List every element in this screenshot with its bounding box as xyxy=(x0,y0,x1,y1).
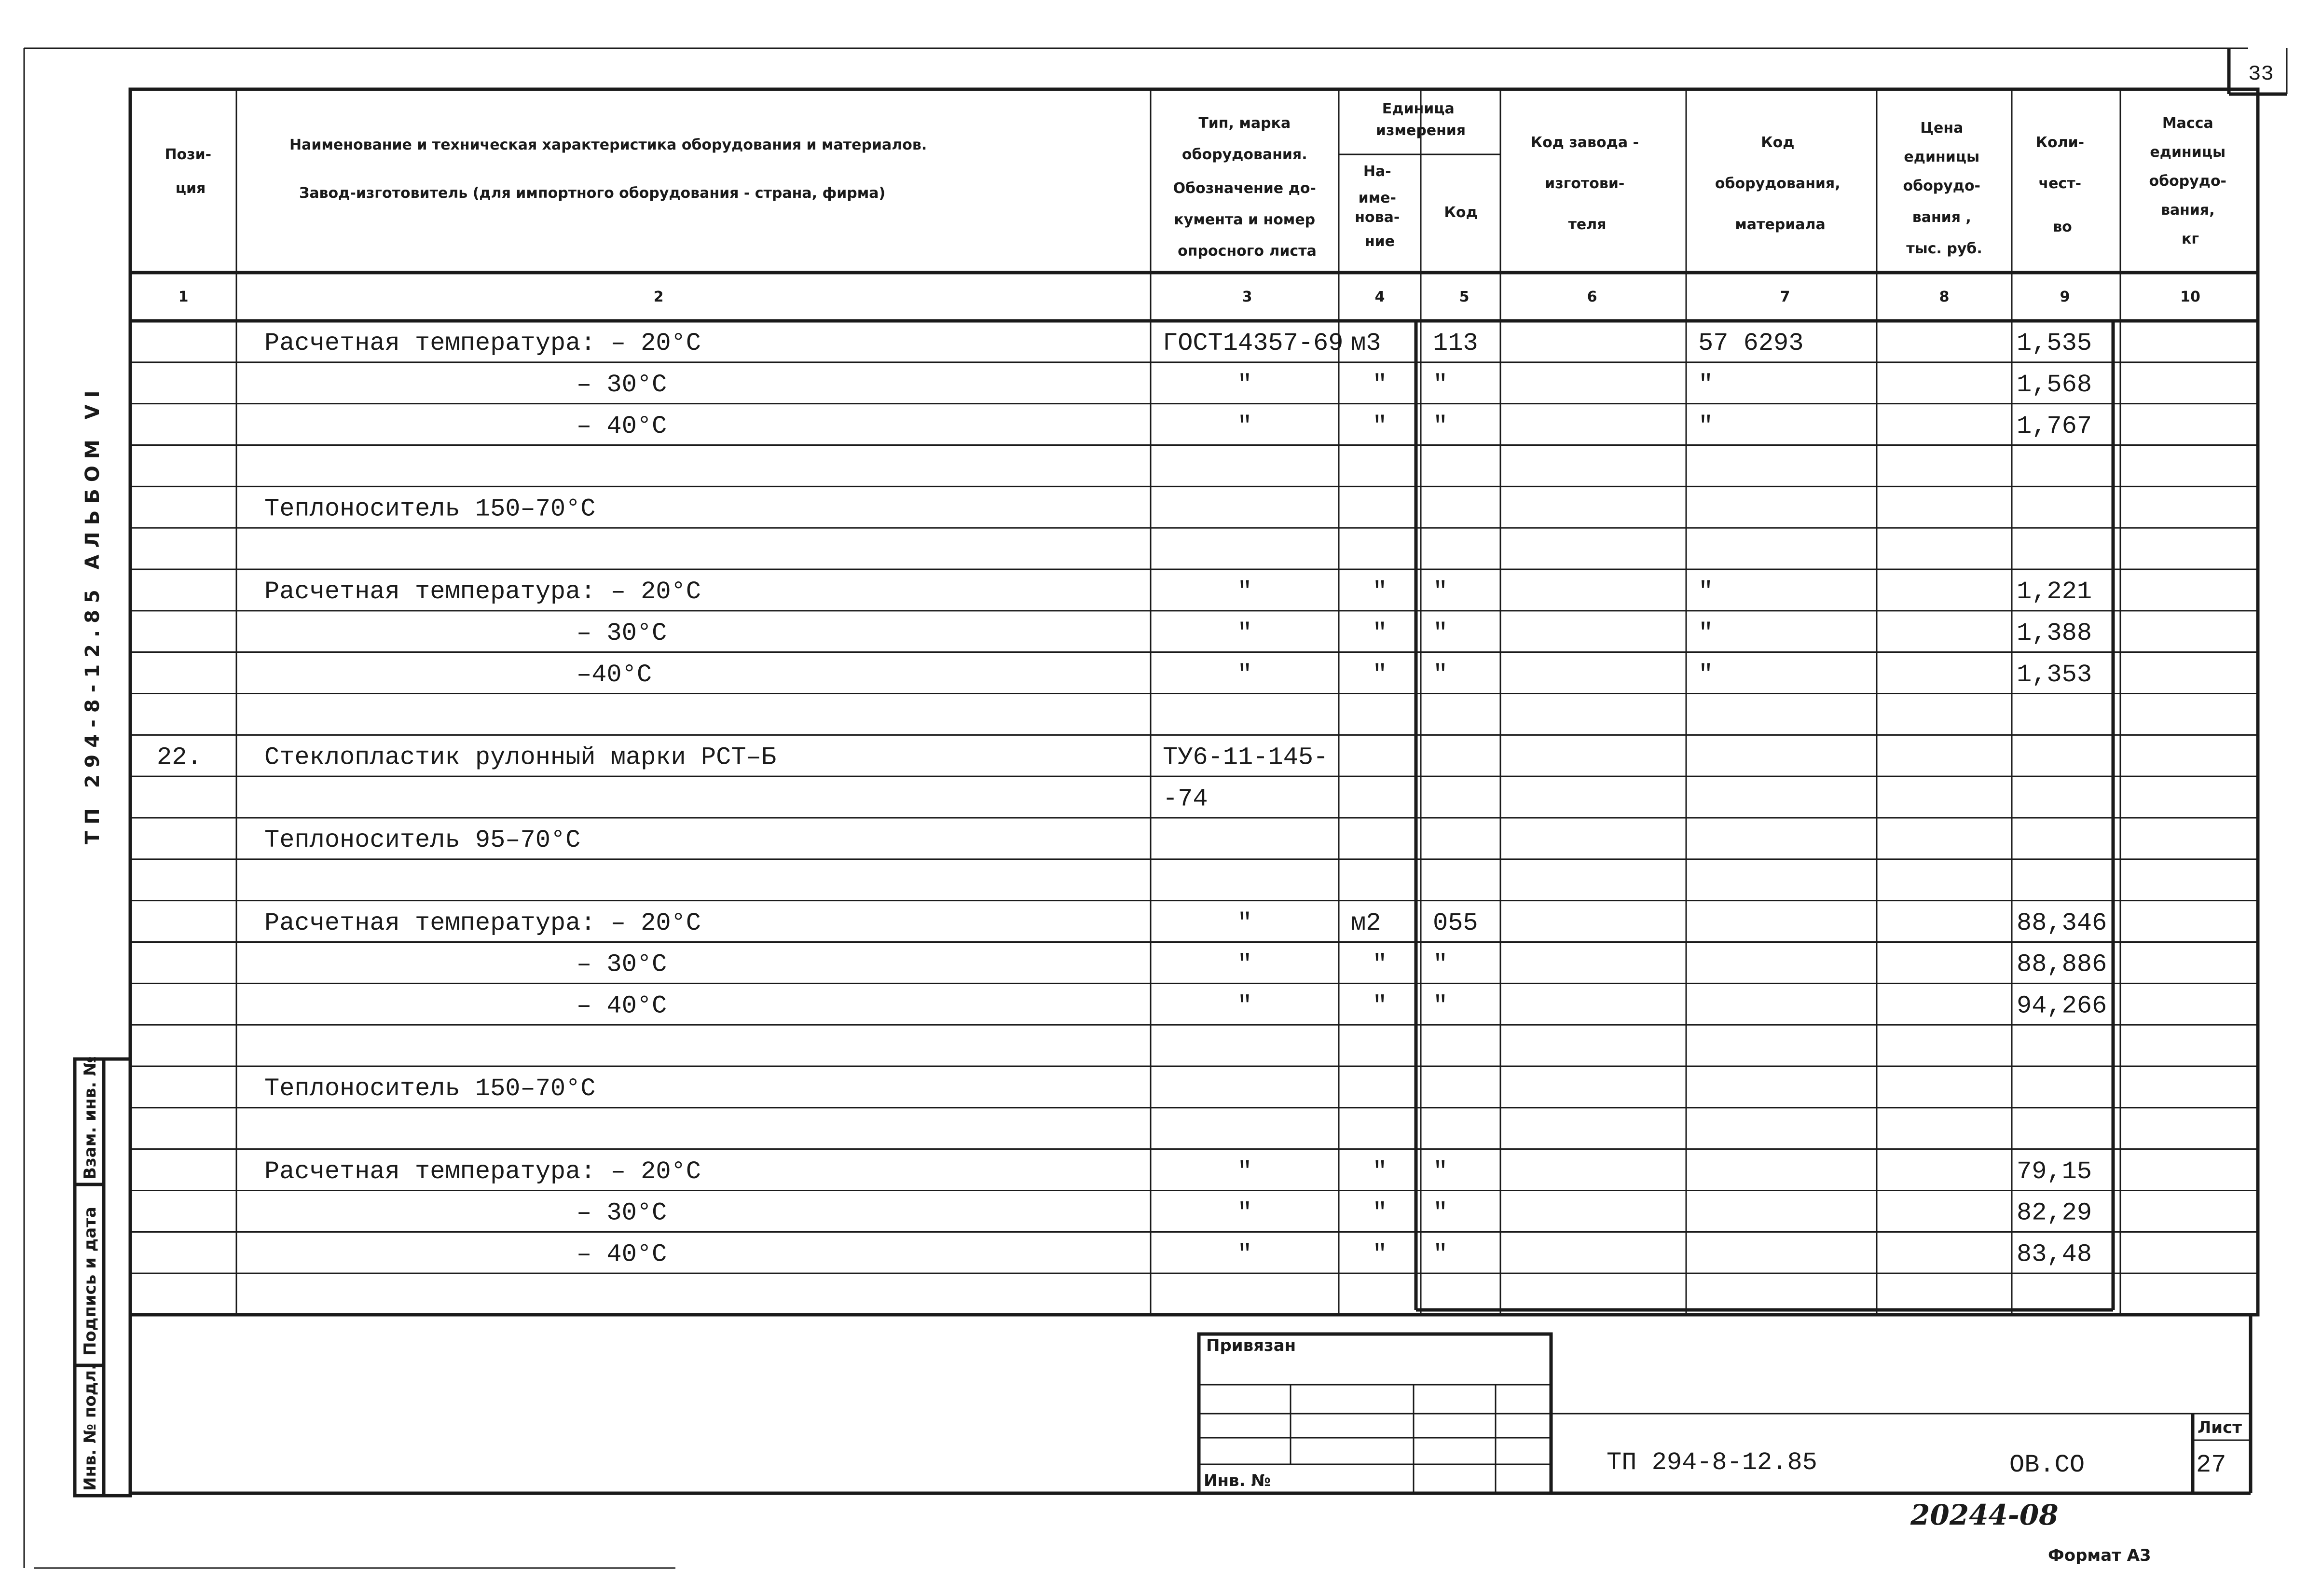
page-number: 33 xyxy=(2248,62,2274,86)
cell-qty: 79,15 xyxy=(2017,1157,2092,1186)
table-header xyxy=(165,100,2231,260)
header-name: Наименование и техническая характеристика оборудования и материалов. Завод-изготовитель (для импортного оборудования - страна, фирма) xyxy=(289,137,927,202)
cell-qty: 1,388 xyxy=(2017,619,2092,647)
header-equipment-code: Код оборудования, материала xyxy=(1715,134,1841,233)
cell-unit: " xyxy=(1372,950,1388,979)
header-unit-price: Цена единицы оборудо- вания , тыс. руб. xyxy=(1903,120,1982,257)
column-number: 2 xyxy=(653,289,664,305)
cell-equip: " xyxy=(1698,370,1714,399)
cell-equip: " xyxy=(1698,619,1714,647)
cell-name: Теплоноситель 95–70°С xyxy=(264,826,581,855)
cell-doc: " xyxy=(1237,950,1252,979)
table-row xyxy=(264,495,596,523)
cell-unit: " xyxy=(1372,1240,1388,1269)
cell-unit: м3 xyxy=(1351,329,1381,358)
header-unit-group: Единица измерения xyxy=(1375,100,1466,139)
column-number: 5 xyxy=(1459,289,1470,305)
spec-table-frame xyxy=(130,89,2258,1315)
side-label xyxy=(82,384,104,844)
title-block xyxy=(130,1315,2251,1493)
cell-code: " xyxy=(1433,1240,1448,1269)
column-number: 4 xyxy=(1374,289,1385,305)
header-unit-code: Код xyxy=(1444,204,1478,221)
column-number: 3 xyxy=(1242,289,1252,305)
cell-doc: ГОСТ14357-69 xyxy=(1163,329,1344,358)
column-number: 8 xyxy=(1939,289,1950,305)
table-row xyxy=(577,1199,2092,1227)
cell-doc: " xyxy=(1237,1198,1252,1227)
cell-unit: м2 xyxy=(1351,908,1381,937)
cell-name: Теплоноситель 150–70°С xyxy=(264,495,596,523)
cell-name: – 30°С xyxy=(577,950,667,979)
column-number: 10 xyxy=(2180,289,2200,305)
cell-name: – 30°С xyxy=(577,619,667,647)
stamp-signature-date: Подпись и дата xyxy=(81,1207,100,1356)
column-number: 6 xyxy=(1587,289,1597,305)
cell-equip: " xyxy=(1698,660,1714,689)
cell-doc: " xyxy=(1237,578,1252,606)
header-unit-name: На- име- нова- ние xyxy=(1355,163,1400,250)
header-quantity: Коли- чест- во xyxy=(2035,134,2085,235)
cell-code: " xyxy=(1433,412,1448,440)
cell-unit: " xyxy=(1372,578,1388,606)
cell-code: " xyxy=(1433,950,1448,979)
table-row xyxy=(264,578,2092,606)
cell-code: 113 xyxy=(1433,329,1478,358)
cell-unit: " xyxy=(1372,660,1388,689)
cell-qty: 83,48 xyxy=(2017,1240,2092,1269)
cell-name: – 40°С xyxy=(577,991,667,1020)
table-row xyxy=(157,743,1328,771)
stamp-replaced-inv: Взам. инв. № xyxy=(81,1056,100,1180)
cell-name: Расчетная температура: – 20°С xyxy=(264,908,701,937)
table-row xyxy=(577,412,2092,440)
cell-qty: 1,535 xyxy=(2017,329,2092,358)
cell-unit: " xyxy=(1372,412,1388,440)
cell-qty: 82,29 xyxy=(2017,1198,2092,1227)
table-row xyxy=(577,371,2092,399)
page-number-box xyxy=(2229,48,2287,94)
linked-label: Привязан xyxy=(1206,1336,1296,1355)
cell-name: Расчетная температура: – 20°С xyxy=(264,578,701,606)
cell-code: " xyxy=(1433,1198,1448,1227)
document-code: ТП 294-8-12.85 xyxy=(1607,1448,1817,1477)
cell-qty: 88,346 xyxy=(2017,908,2107,937)
cell-code: " xyxy=(1433,619,1448,647)
table-row xyxy=(264,1157,2092,1186)
header-plant-code: Код завода - изготови- теля xyxy=(1530,134,1639,233)
cell-unit: " xyxy=(1372,370,1388,399)
cell-code: " xyxy=(1433,1157,1448,1186)
cell-doc: " xyxy=(1237,619,1252,647)
cell-qty: 94,266 xyxy=(2017,991,2107,1020)
cell-unit: " xyxy=(1372,619,1388,647)
cell-equip: " xyxy=(1698,412,1714,440)
stamp-orig-inv: Инв. № подл. xyxy=(81,1363,100,1491)
cell-doc: " xyxy=(1237,1157,1252,1186)
header-position: Пози- ция xyxy=(165,146,212,197)
cell-doc: " xyxy=(1237,908,1252,937)
cell-qty: 1,221 xyxy=(2017,578,2092,606)
cell-equip: 57 6293 xyxy=(1698,329,1804,358)
cell-unit: " xyxy=(1372,991,1388,1020)
cell-qty: 1,568 xyxy=(2017,370,2092,399)
table-row xyxy=(1163,784,1208,813)
album-label: ТП 294-8-12.85 АЛЬБОМ VI xyxy=(82,384,104,844)
column-number: 1 xyxy=(178,289,189,305)
cell-qty: 1,353 xyxy=(2017,660,2092,689)
column-number: 9 xyxy=(2060,289,2070,305)
sheet-number: 27 xyxy=(2196,1451,2226,1479)
cell-doc: -74 xyxy=(1163,784,1208,813)
sheet-label: Лист xyxy=(2198,1418,2242,1437)
table-row xyxy=(577,1240,2092,1268)
cell-doc: " xyxy=(1237,1240,1252,1269)
table-row xyxy=(577,660,2092,689)
table-body xyxy=(157,329,2107,1268)
cell-equip: " xyxy=(1698,578,1714,606)
cell-doc: " xyxy=(1237,991,1252,1020)
cell-unit: " xyxy=(1372,1157,1388,1186)
column-numbers-row xyxy=(179,289,2200,305)
cell-doc: ТУ6-11-145- xyxy=(1163,743,1329,772)
cell-name: – 40°С xyxy=(577,412,667,440)
column-number: 7 xyxy=(1780,289,1790,305)
paper-format: Формат А3 xyxy=(2048,1546,2151,1565)
header-unit-mass: Масса единицы оборудо- вания, кг xyxy=(2149,115,2227,248)
cell-doc: " xyxy=(1237,370,1252,399)
table-row xyxy=(264,826,580,854)
cell-name: Теплоноситель 150–70°С xyxy=(264,1074,596,1103)
header-type: Тип, марка оборудования. Обозначение до- кумента и номер опросного листа xyxy=(1173,115,1317,260)
left-stamp xyxy=(75,1056,130,1496)
cell-name: – 30°С xyxy=(577,1198,667,1227)
table-row xyxy=(264,329,2092,358)
cell-name: Расчетная температура: – 20°С xyxy=(264,1157,701,1186)
handwritten-archive-number: 20244-08 xyxy=(1910,1499,2059,1531)
cell-code: " xyxy=(1433,578,1448,606)
inv-number-label: Инв. № xyxy=(1204,1471,1271,1490)
table-row xyxy=(264,1074,596,1103)
cell-doc: " xyxy=(1237,660,1252,689)
cell-name: – 40°С xyxy=(577,1240,667,1269)
cell-name: –40°С xyxy=(577,660,652,689)
cell-code: " xyxy=(1433,991,1448,1020)
cell-qty: 88,886 xyxy=(2017,950,2107,979)
cell-name: Стеклопластик рулонный марки РСТ–Б xyxy=(264,743,776,772)
document-suffix: ОВ.СО xyxy=(2009,1451,2085,1479)
table-row xyxy=(577,619,2092,647)
cell-qty: 1,767 xyxy=(2017,412,2092,440)
sheet-frame xyxy=(24,48,2248,1568)
cell-unit: " xyxy=(1372,1198,1388,1227)
cell-pos: 22. xyxy=(157,743,202,772)
cell-code: 055 xyxy=(1433,908,1478,937)
cell-doc: " xyxy=(1237,412,1252,440)
cell-code: " xyxy=(1433,370,1448,399)
cell-code: " xyxy=(1433,660,1448,689)
cell-name: Расчетная температура: – 20°С xyxy=(264,329,701,358)
cell-name: – 30°С xyxy=(577,370,667,399)
table-row xyxy=(264,909,2107,937)
